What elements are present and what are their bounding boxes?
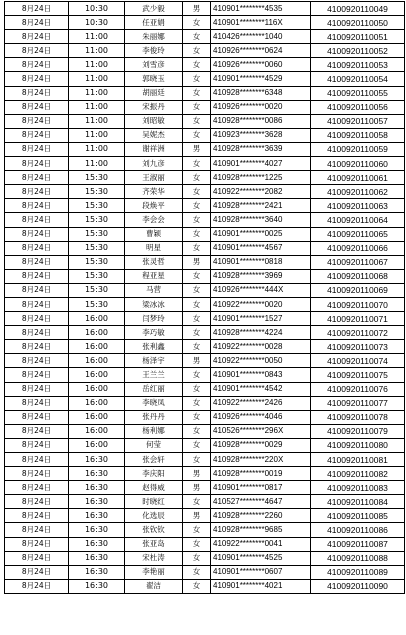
table-row [5, 481, 405, 495]
table-row [5, 283, 405, 297]
gender-cell: 女 [183, 44, 211, 58]
gender-cell: 女 [183, 312, 211, 326]
name-cell: 宋振丹 [125, 100, 183, 114]
name-cell: 张亚岛 [125, 537, 183, 551]
table-row [5, 269, 405, 283]
gender-cell: 女 [183, 453, 211, 467]
table-row [5, 551, 405, 565]
id-number-cell: 410901********116X [211, 16, 311, 30]
time-cell: 16:00 [69, 368, 125, 382]
name-cell: 段焕平 [125, 199, 183, 213]
table-row [5, 523, 405, 537]
gender-cell: 女 [183, 86, 211, 100]
id-number-cell: 410526********296X [211, 424, 311, 438]
table-row [5, 326, 405, 340]
name-cell: 李巧敏 [125, 326, 183, 340]
date-cell: 8月24日 [5, 185, 69, 199]
name-cell: 吴妮杰 [125, 128, 183, 142]
name-cell: 刘九彦 [125, 157, 183, 171]
table-row [5, 537, 405, 551]
ticket-number-cell: 4100920110051 [311, 30, 405, 44]
date-cell: 8月24日 [5, 16, 69, 30]
id-number-cell: 410928********2260 [211, 509, 311, 523]
ticket-number-cell: 4100920110058 [311, 128, 405, 142]
date-cell: 8月24日 [5, 255, 69, 269]
gender-cell: 女 [183, 128, 211, 142]
id-number-cell: 410922********2426 [211, 396, 311, 410]
ticket-number-cell: 4100920110057 [311, 114, 405, 128]
gender-cell: 女 [183, 565, 211, 579]
name-cell: 翟洁 [125, 579, 183, 593]
gender-cell: 男 [183, 2, 211, 16]
name-cell: 李会会 [125, 213, 183, 227]
ticket-number-cell: 4100920110054 [311, 72, 405, 86]
time-cell: 11:00 [69, 157, 125, 171]
date-cell: 8月24日 [5, 368, 69, 382]
ticket-number-cell: 4100920110068 [311, 269, 405, 283]
date-cell: 8月24日 [5, 495, 69, 509]
time-cell: 16:00 [69, 382, 125, 396]
name-cell: 宋杜涛 [125, 551, 183, 565]
id-number-cell: 410922********2082 [211, 185, 311, 199]
date-cell: 8月24日 [5, 199, 69, 213]
table-row [5, 213, 405, 227]
time-cell: 16:00 [69, 396, 125, 410]
gender-cell: 女 [183, 100, 211, 114]
table-row [5, 579, 405, 593]
time-cell: 16:30 [69, 579, 125, 593]
gender-cell: 女 [183, 269, 211, 283]
time-cell: 16:30 [69, 537, 125, 551]
gender-cell: 女 [183, 382, 211, 396]
id-number-cell: 410926********444X [211, 283, 311, 297]
name-cell: 武少毅 [125, 2, 183, 16]
date-cell: 8月24日 [5, 565, 69, 579]
name-cell: 张灵哲 [125, 255, 183, 269]
id-number-cell: 410928********1225 [211, 171, 311, 185]
ticket-number-cell: 4100920110071 [311, 312, 405, 326]
id-number-cell: 410926********0060 [211, 58, 311, 72]
table-row [5, 100, 405, 114]
id-number-cell: 410928********9685 [211, 523, 311, 537]
ticket-number-cell: 4100920110090 [311, 579, 405, 593]
ticket-number-cell: 4100920110052 [311, 44, 405, 58]
date-cell: 8月24日 [5, 269, 69, 283]
table-row [5, 30, 405, 44]
ticket-number-cell: 4100920110065 [311, 227, 405, 241]
table-row [5, 227, 405, 241]
gender-cell: 女 [183, 185, 211, 199]
date-cell: 8月24日 [5, 438, 69, 452]
date-cell: 8月24日 [5, 86, 69, 100]
date-cell: 8月24日 [5, 227, 69, 241]
ticket-number-cell: 4100920110070 [311, 297, 405, 311]
time-cell: 15:30 [69, 199, 125, 213]
date-cell: 8月24日 [5, 312, 69, 326]
name-cell: 李俊玲 [125, 44, 183, 58]
date-cell: 8月24日 [5, 283, 69, 297]
id-number-cell: 410928********3640 [211, 213, 311, 227]
time-cell: 11:00 [69, 44, 125, 58]
table-row [5, 86, 405, 100]
table-row [5, 142, 405, 156]
gender-cell: 女 [183, 537, 211, 551]
id-number-cell: 410901********4021 [211, 579, 311, 593]
time-cell: 16:30 [69, 565, 125, 579]
ticket-number-cell: 4100920110079 [311, 424, 405, 438]
name-cell: 杨泽宇 [125, 354, 183, 368]
table-row [5, 72, 405, 86]
name-cell: 张丹丹 [125, 410, 183, 424]
table-row [5, 157, 405, 171]
name-cell: 张会轩 [125, 453, 183, 467]
date-cell: 8月24日 [5, 157, 69, 171]
id-number-cell: 410928********220X [211, 453, 311, 467]
date-cell: 8月24日 [5, 297, 69, 311]
time-cell: 15:30 [69, 283, 125, 297]
date-cell: 8月24日 [5, 551, 69, 565]
name-cell: 李艳丽 [125, 565, 183, 579]
id-number-cell: 410901********4567 [211, 241, 311, 255]
ticket-number-cell: 4100920110072 [311, 326, 405, 340]
gender-cell: 女 [183, 199, 211, 213]
id-number-cell: 410926********0624 [211, 44, 311, 58]
ticket-number-cell: 4100920110077 [311, 396, 405, 410]
ticket-number-cell: 4100920110081 [311, 453, 405, 467]
ticket-number-cell: 4100920110067 [311, 255, 405, 269]
id-number-cell: 410928********6348 [211, 86, 311, 100]
time-cell: 15:30 [69, 297, 125, 311]
time-cell: 15:30 [69, 269, 125, 283]
id-number-cell: 410901********0025 [211, 227, 311, 241]
table-row [5, 565, 405, 579]
ticket-number-cell: 4100920110060 [311, 157, 405, 171]
name-cell: 何莹 [125, 438, 183, 452]
gender-cell: 女 [183, 579, 211, 593]
name-cell: 张钦钦 [125, 523, 183, 537]
ticket-number-cell: 4100920110080 [311, 438, 405, 452]
ticket-number-cell: 4100920110088 [311, 551, 405, 565]
table-row [5, 128, 405, 142]
time-cell: 16:30 [69, 495, 125, 509]
ticket-number-cell: 4100920110062 [311, 185, 405, 199]
date-cell: 8月24日 [5, 213, 69, 227]
time-cell: 16:30 [69, 467, 125, 481]
date-cell: 8月24日 [5, 241, 69, 255]
date-cell: 8月24日 [5, 579, 69, 593]
name-cell: 张利鑫 [125, 340, 183, 354]
time-cell: 15:30 [69, 185, 125, 199]
date-cell: 8月24日 [5, 509, 69, 523]
time-cell: 16:00 [69, 340, 125, 354]
gender-cell: 女 [183, 16, 211, 30]
ticket-number-cell: 4100920110055 [311, 86, 405, 100]
date-cell: 8月24日 [5, 2, 69, 16]
name-cell: 时晓红 [125, 495, 183, 509]
id-number-cell: 410901********0607 [211, 565, 311, 579]
name-cell: 刘昭敏 [125, 114, 183, 128]
table-row [5, 114, 405, 128]
ticket-number-cell: 4100920110066 [311, 241, 405, 255]
table-row [5, 297, 405, 311]
name-cell: 程亚星 [125, 269, 183, 283]
date-cell: 8月24日 [5, 100, 69, 114]
gender-cell: 女 [183, 438, 211, 452]
gender-cell: 女 [183, 326, 211, 340]
gender-cell: 女 [183, 30, 211, 44]
date-cell: 8月24日 [5, 326, 69, 340]
gender-cell: 女 [183, 72, 211, 86]
ticket-number-cell: 4100920110076 [311, 382, 405, 396]
id-number-cell: 410928********0029 [211, 438, 311, 452]
gender-cell: 女 [183, 340, 211, 354]
table-row [5, 424, 405, 438]
gender-cell: 男 [183, 142, 211, 156]
date-cell: 8月24日 [5, 453, 69, 467]
gender-cell: 女 [183, 368, 211, 382]
time-cell: 16:30 [69, 481, 125, 495]
time-cell: 10:30 [69, 16, 125, 30]
date-cell: 8月24日 [5, 354, 69, 368]
name-cell: 郭晓玉 [125, 72, 183, 86]
ticket-number-cell: 4100920110074 [311, 354, 405, 368]
time-cell: 16:00 [69, 438, 125, 452]
time-cell: 11:00 [69, 58, 125, 72]
ticket-number-cell: 4100920110084 [311, 495, 405, 509]
time-cell: 15:30 [69, 241, 125, 255]
id-number-cell: 410923********3628 [211, 128, 311, 142]
date-cell: 8月24日 [5, 410, 69, 424]
id-number-cell: 410926********0020 [211, 100, 311, 114]
table-row [5, 438, 405, 452]
gender-cell: 女 [183, 227, 211, 241]
ticket-number-cell: 4100920110064 [311, 213, 405, 227]
time-cell: 16:00 [69, 424, 125, 438]
gender-cell: 女 [183, 410, 211, 424]
gender-cell: 男 [183, 467, 211, 481]
table-row [5, 453, 405, 467]
ticket-number-cell: 4100920110063 [311, 199, 405, 213]
date-cell: 8月24日 [5, 340, 69, 354]
table-body [5, 2, 405, 594]
table-row [5, 16, 405, 30]
table-row [5, 495, 405, 509]
name-cell: 闫梦玲 [125, 312, 183, 326]
date-cell: 8月24日 [5, 382, 69, 396]
date-cell: 8月24日 [5, 523, 69, 537]
table-row [5, 171, 405, 185]
time-cell: 16:00 [69, 312, 125, 326]
id-number-cell: 410928********3969 [211, 269, 311, 283]
table-row [5, 2, 405, 16]
time-cell: 11:00 [69, 72, 125, 86]
ticket-number-cell: 4100920110075 [311, 368, 405, 382]
gender-cell: 女 [183, 283, 211, 297]
ticket-number-cell: 4100920110050 [311, 16, 405, 30]
date-cell: 8月24日 [5, 481, 69, 495]
time-cell: 15:30 [69, 255, 125, 269]
ticket-number-cell: 4100920110085 [311, 509, 405, 523]
gender-cell: 女 [183, 424, 211, 438]
id-number-cell: 410901********4529 [211, 72, 311, 86]
time-cell: 10:30 [69, 2, 125, 16]
table-row [5, 396, 405, 410]
name-cell: 王兰兰 [125, 368, 183, 382]
table-row [5, 199, 405, 213]
date-cell: 8月24日 [5, 171, 69, 185]
name-cell: 曹颖 [125, 227, 183, 241]
time-cell: 16:00 [69, 326, 125, 340]
gender-cell: 女 [183, 171, 211, 185]
gender-cell: 女 [183, 157, 211, 171]
date-cell: 8月24日 [5, 424, 69, 438]
table-row [5, 185, 405, 199]
table-row [5, 368, 405, 382]
time-cell: 15:30 [69, 213, 125, 227]
time-cell: 16:00 [69, 354, 125, 368]
ticket-number-cell: 4100920110056 [311, 100, 405, 114]
date-cell: 8月24日 [5, 396, 69, 410]
gender-cell: 女 [183, 523, 211, 537]
id-number-cell: 410901********1527 [211, 312, 311, 326]
id-number-cell: 410901********0843 [211, 368, 311, 382]
table-row [5, 382, 405, 396]
gender-cell: 男 [183, 481, 211, 495]
id-number-cell: 410901********0817 [211, 481, 311, 495]
gender-cell: 女 [183, 495, 211, 509]
date-cell: 8月24日 [5, 72, 69, 86]
id-number-cell: 410901********4542 [211, 382, 311, 396]
name-cell: 赵得威 [125, 481, 183, 495]
time-cell: 16:30 [69, 509, 125, 523]
table-row [5, 467, 405, 481]
name-cell: 马营 [125, 283, 183, 297]
id-number-cell: 410922********0020 [211, 297, 311, 311]
name-cell: 杨利娜 [125, 424, 183, 438]
ticket-number-cell: 4100920110089 [311, 565, 405, 579]
table-row [5, 410, 405, 424]
gender-cell: 男 [183, 509, 211, 523]
table-row [5, 354, 405, 368]
ticket-number-cell: 4100920110059 [311, 142, 405, 156]
id-number-cell: 410901********4535 [211, 2, 311, 16]
time-cell: 11:00 [69, 142, 125, 156]
name-cell: 梁冰冰 [125, 297, 183, 311]
time-cell: 16:30 [69, 551, 125, 565]
id-number-cell: 410426********1040 [211, 30, 311, 44]
gender-cell: 女 [183, 114, 211, 128]
ticket-number-cell: 4100920110053 [311, 58, 405, 72]
id-number-cell: 410922********0050 [211, 354, 311, 368]
name-cell: 王淑丽 [125, 171, 183, 185]
date-cell: 8月24日 [5, 44, 69, 58]
date-cell: 8月24日 [5, 58, 69, 72]
table-row [5, 58, 405, 72]
name-cell: 刘雪彦 [125, 58, 183, 72]
id-number-cell: 410901********0818 [211, 255, 311, 269]
id-number-cell: 410922********0028 [211, 340, 311, 354]
name-cell: 化选辰 [125, 509, 183, 523]
ticket-number-cell: 4100920110082 [311, 467, 405, 481]
date-cell: 8月24日 [5, 114, 69, 128]
name-cell: 胡丽廷 [125, 86, 183, 100]
date-cell: 8月24日 [5, 142, 69, 156]
gender-cell: 女 [183, 396, 211, 410]
date-cell: 8月24日 [5, 30, 69, 44]
ticket-number-cell: 4100920110069 [311, 283, 405, 297]
table-row [5, 340, 405, 354]
gender-cell: 男 [183, 354, 211, 368]
name-cell: 李庆阳 [125, 467, 183, 481]
time-cell: 15:30 [69, 227, 125, 241]
id-number-cell: 410922********0041 [211, 537, 311, 551]
name-cell: 朱丽娜 [125, 30, 183, 44]
time-cell: 15:30 [69, 171, 125, 185]
gender-cell: 女 [183, 241, 211, 255]
time-cell: 11:00 [69, 100, 125, 114]
time-cell: 11:00 [69, 128, 125, 142]
gender-cell: 女 [183, 551, 211, 565]
name-cell: 齐荣华 [125, 185, 183, 199]
ticket-number-cell: 4100920110049 [311, 2, 405, 16]
name-cell: 岳红丽 [125, 382, 183, 396]
ticket-number-cell: 4100920110083 [311, 481, 405, 495]
gender-cell: 女 [183, 213, 211, 227]
name-cell: 谢祥洲 [125, 142, 183, 156]
date-cell: 8月24日 [5, 467, 69, 481]
name-cell: 任亚娟 [125, 16, 183, 30]
table-row [5, 255, 405, 269]
name-cell: 李晓凤 [125, 396, 183, 410]
id-number-cell: 410928********0019 [211, 467, 311, 481]
name-cell: 明星 [125, 241, 183, 255]
table-row [5, 509, 405, 523]
id-number-cell: 410527********4647 [211, 495, 311, 509]
id-number-cell: 410901********4525 [211, 551, 311, 565]
time-cell: 16:30 [69, 523, 125, 537]
table-row [5, 44, 405, 58]
time-cell: 11:00 [69, 30, 125, 44]
gender-cell: 女 [183, 297, 211, 311]
ticket-number-cell: 4100920110086 [311, 523, 405, 537]
date-cell: 8月24日 [5, 128, 69, 142]
time-cell: 11:00 [69, 114, 125, 128]
ticket-number-cell: 4100920110061 [311, 171, 405, 185]
ticket-number-cell: 4100920110073 [311, 340, 405, 354]
id-number-cell: 410928********3639 [211, 142, 311, 156]
id-number-cell: 410926********4046 [211, 410, 311, 424]
table-row [5, 241, 405, 255]
time-cell: 11:00 [69, 86, 125, 100]
gender-cell: 女 [183, 58, 211, 72]
time-cell: 16:00 [69, 410, 125, 424]
table-row [5, 312, 405, 326]
time-cell: 16:30 [69, 453, 125, 467]
date-cell: 8月24日 [5, 537, 69, 551]
id-number-cell: 410928********0086 [211, 114, 311, 128]
ticket-number-cell: 4100920110087 [311, 537, 405, 551]
ticket-number-cell: 4100920110078 [311, 410, 405, 424]
id-number-cell: 410928********2421 [211, 199, 311, 213]
id-number-cell: 410901********4027 [211, 157, 311, 171]
registration-table [4, 1, 405, 594]
gender-cell: 男 [183, 255, 211, 269]
id-number-cell: 410928********4224 [211, 326, 311, 340]
